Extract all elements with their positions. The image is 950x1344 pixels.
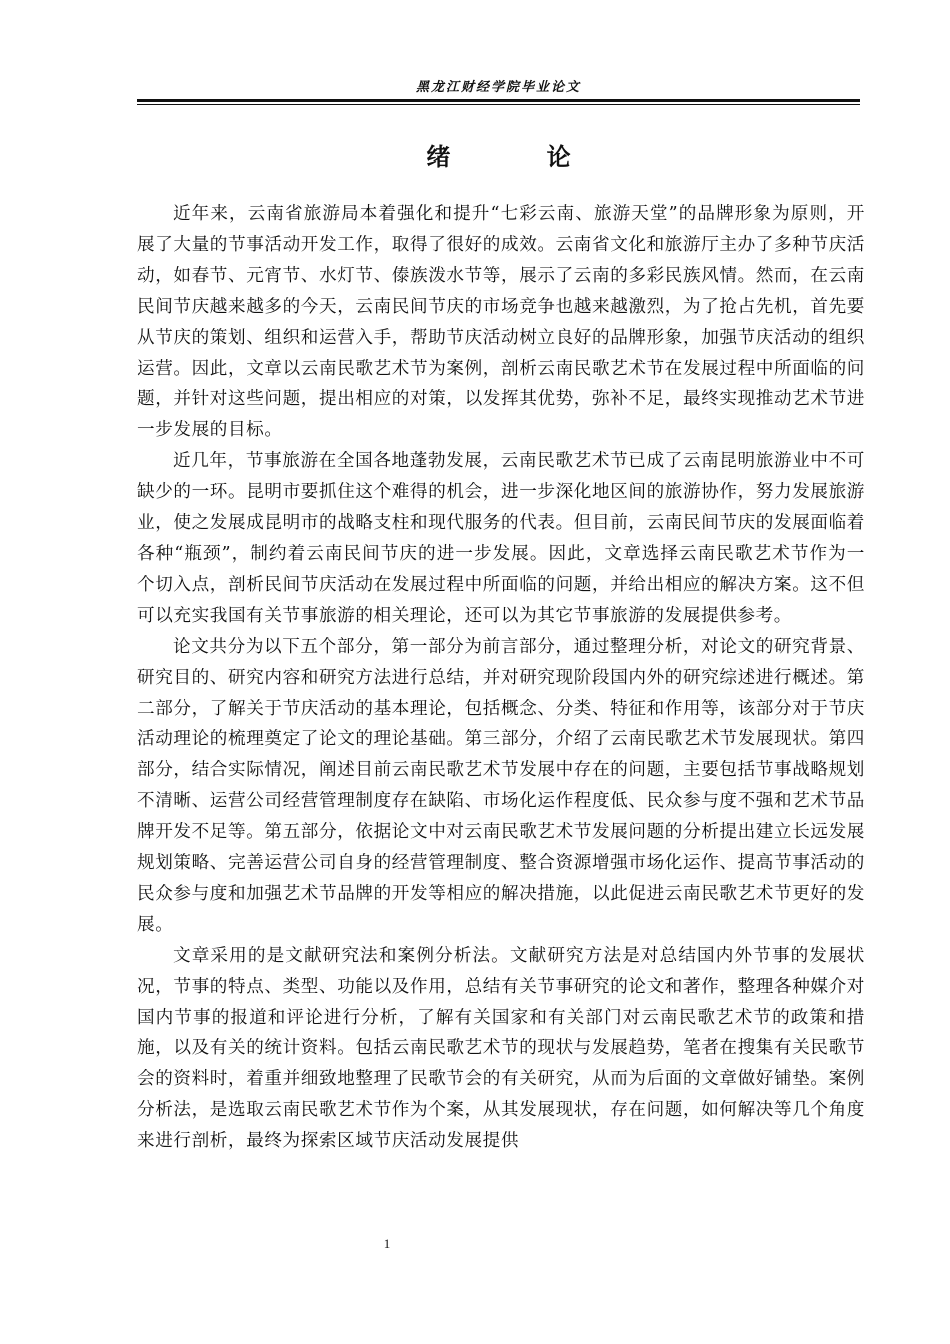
paragraph-2: 近几年，节事旅游在全国各地蓬勃发展，云南民歌艺术节已成了云南昆明旅游业中不可缺少的一环。昆明市要抓住这个难得的机会，进一步深化地区间的旅游协作，努力发展旅游业，使之发展成昆明市的战略支柱和现代服务的代表。但目前，云南民间节庆的发展面临着各种“瓶颈”，制约着云南民间节庆的进一步发展。因此，文章选择云南民歌艺术节作为一个切入点，剖析民间节庆活动在发展过程中所面临的问题，并给出相应的解决方案。这不但可以充实我国有关节事旅游的相关理论，还可以为其它节事旅游的发展提供参考。 bbox=[137, 451, 865, 626]
paragraph-3: 论文共分为以下五个部分，第一部分为前言部分，通过整理分析，对论文的研究背景、研究目的、研究内容和研究方法进行总结，并对研究现阶段国内外的研究综述进行概述。第二部分，了解关于节庆活动的基本理论，包括概念、分类、特征和作用等，该部分对于节庆活动理论的梳理奠定了论文的理论基础。第三部分，介绍了云南民歌艺术节发展现状。第四部分，结合实际情况，阐述目前云南民歌艺术节发展中存在的问题，主要包括节事战略规划不清晰、运营公司经营管理制度存在缺陷、市场化运作程度低、民众参与度不强和艺术节品牌开发不足等。第五部分，依据论文中对云南民歌艺术节发展问题的分析提出建立长远发展规划策略、完善运营公司自身的经营管理制度、整合资源增强市场化运作、提高节事活动的民众参与度和加强艺术节品牌的开发等相应的解决措施，以此促进云南民歌艺术节更好的发展。 bbox=[137, 636, 865, 935]
paragraph-4: 文章采用的是文献研究法和案例分析法。文献研究方法是对总结国内外节事的发展状况，节事的特点、类型、功能以及作用，总结有关节事研究的论文和著作，整理各种媒介对国内节事的报道和评论进行分析，了解有关国家和有关部门对云南民歌艺术节的政策和措施，以及有关的统计资料。包括云南民歌艺术节的现状与发展趋势，笔者在搜集有关民歌节会的资料时，着重并细致地整理了民歌节会的有关研究，从而为后面的文章做好铺垫。案例分析法，是选取云南民歌艺术节作为个案，从其发展现状，存在问题，如何解决等几个角度来进行剖析，最终为探索区域节庆活动发展提供 bbox=[137, 945, 865, 1152]
body-text bbox=[137, 199, 865, 1157]
header-rule-thick bbox=[137, 99, 860, 102]
running-header-title: 黑龙江财经学院毕业论文 bbox=[415, 80, 581, 95]
chapter-title: 绪 论 bbox=[426, 143, 615, 171]
page-number: 1 bbox=[383, 1236, 391, 1251]
paragraph-1: 近年来，云南省旅游局本着强化和提升“七彩云南、旅游天堂”的品牌形象为原则，开展了大量的节事活动开发工作，取得了很好的成效。云南省文化和旅游厅主办了多种节庆活动，如春节、元宵节、水灯节、傣族泼水节等，展示了云南的多彩民族风情。然而，在云南民间节庆越来越多的今天，云南民间节庆的市场竞争也越来越激烈，为了抢占先机，首先要从节庆的策划、组织和运营入手，帮助节庆活动树立良好的品牌形象，加强节庆活动的组织运营。因此，文章以云南民歌艺术节为案例，剖析云南民歌艺术节在发展过程中所面临的问题，并针对这些问题，提出相应的对策，以发挥其优势，弥补不足，最终实现推动艺术节进一步发展的目标。 bbox=[137, 204, 865, 441]
header-rule-thin bbox=[137, 104, 860, 105]
